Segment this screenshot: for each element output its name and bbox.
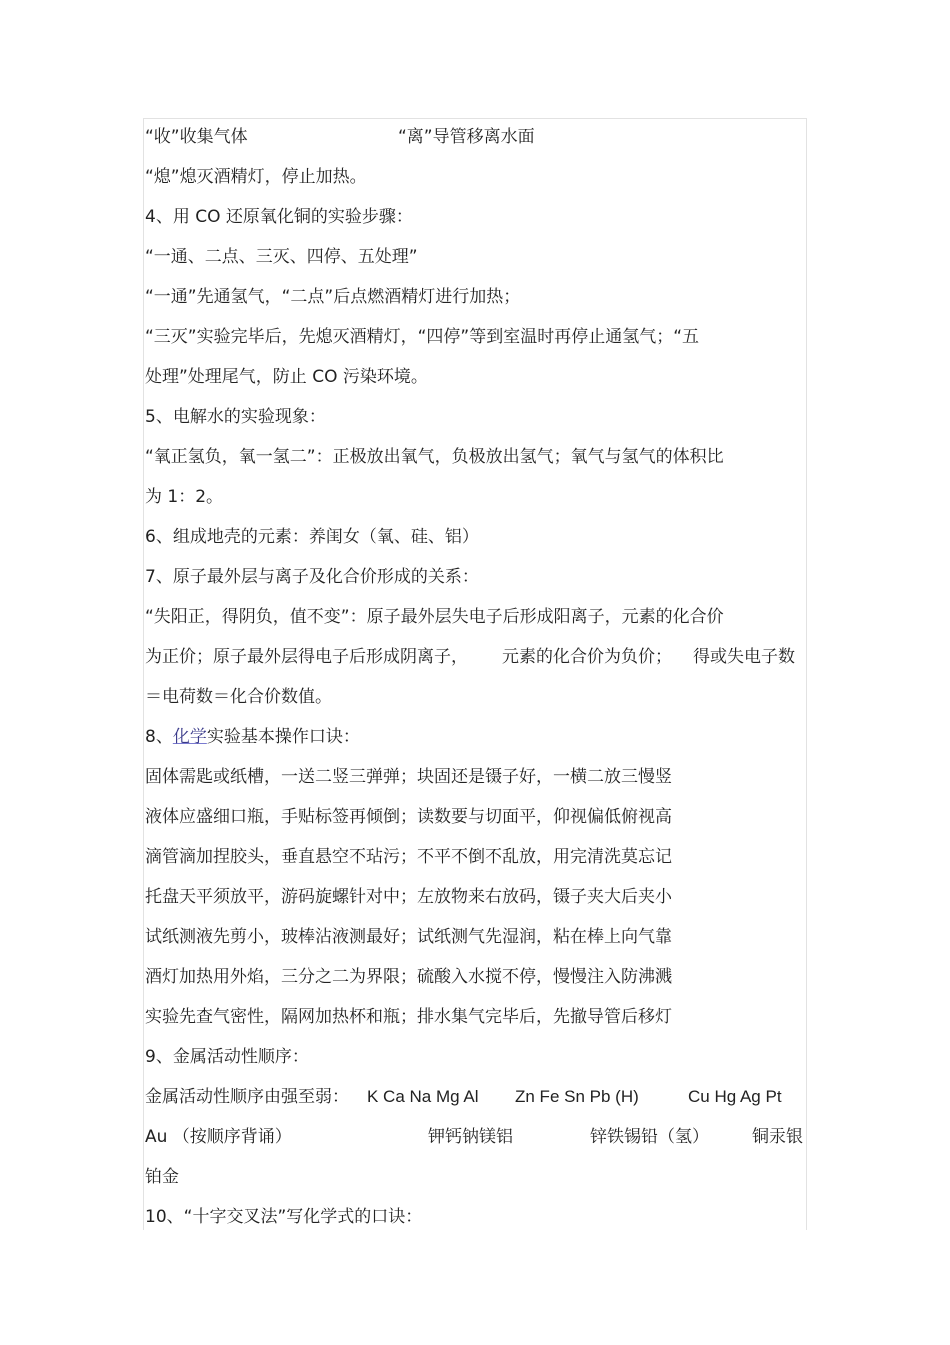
line-metal-series-1 — [145, 1077, 810, 1117]
line-ion-valence-3: ＝电荷数＝化合价数值。 — [145, 687, 332, 707]
verse-line-4: 托盘天平须放平，游码旋螺针对中；左放物来右放码，镊子夹大后夹小 — [145, 887, 672, 907]
text-chinese-group-1: 钾钙钠镁铝 — [428, 1127, 513, 1147]
heading-ion-valence: 7、原子最外层与离子及化合价形成的关系： — [145, 567, 479, 587]
line-mnemonic-steps: “一通、二点、三灭、四停、五处理” — [145, 247, 418, 267]
verse-line-5: 试纸测液先剪小，玻棒沾液测最好；试纸测气先湿润，粘在棒上向气靠 — [145, 927, 672, 947]
heading-crust-elements: 6、组成地壳的元素：养闺女（氧、硅、铝） — [145, 527, 479, 547]
line-ion-valence-2 — [145, 637, 810, 677]
line-step-5: 处理”处理尾气，防止 CO 污染环境。 — [145, 367, 428, 387]
text-electron-count: 得或失电子数 — [693, 647, 795, 667]
heading-lab-operations — [145, 717, 810, 757]
line-collect-leave — [145, 117, 810, 157]
text-positive-valence: 为正价；原子最外层得电子后形成阴离子， — [145, 647, 468, 667]
text-chinese-group-2: 锌铁锡铅（氢） — [590, 1127, 709, 1147]
heading-co-steps: 4、用 CO 还原氧化铜的实验步骤： — [145, 207, 413, 227]
text-leave: “离”导管移离水面 — [398, 127, 535, 147]
verse-line-3: 滴管滴加捏胶头，垂直悬空不玷污；不平不倒不乱放，用完清洗莫忘记 — [145, 847, 672, 867]
heading-electrolysis: 5、电解水的实验现象： — [145, 407, 326, 427]
text-series-group-3: Cu Hg Ag Pt — [688, 1087, 782, 1106]
text-collect: “收”收集气体 — [145, 127, 248, 147]
line-electrolysis-1: “氧正氢负，氧一氢二”：正极放出氧气，负极放出氢气；氧气与氢气的体积比 — [145, 447, 724, 467]
line-step-3-4: “三灭”实验完毕后，先熄灭酒精灯，“四停”等到室温时再停止通氢气；“五 — [145, 327, 700, 347]
chemistry-link[interactable]: 化学 — [172, 727, 207, 747]
text-negative-valence: 元素的化合价为负价； — [502, 647, 672, 667]
heading-text: 实验基本操作口诀： — [206, 727, 360, 747]
text-au-recite: Au （按顺序背诵） — [145, 1127, 292, 1147]
line-step-1-2: “一通”先通氢气，“二点”后点燃酒精灯进行加热； — [145, 287, 521, 307]
line-ion-valence-1: “失阳正，得阴负，值不变”：原子最外层失电子后形成阳离子，元素的化合价 — [145, 607, 724, 627]
text-series-intro: 金属活动性顺序由强至弱： — [145, 1087, 349, 1107]
line-metal-series-3: 铂金 — [145, 1167, 179, 1187]
document-body — [145, 117, 810, 1237]
text-chinese-group-3: 铜汞银 — [752, 1127, 803, 1147]
verse-line-7: 实验先查气密性，隔网加热杯和瓶；排水集气完毕后，先撤导管后移灯 — [145, 1007, 672, 1027]
line-extinguish: “熄”熄灭酒精灯，停止加热。 — [145, 167, 367, 187]
heading-metal-activity: 9、金属活动性顺序： — [145, 1047, 309, 1067]
heading-number: 8、 — [145, 727, 173, 747]
line-electrolysis-2: 为 1：2。 — [145, 487, 224, 507]
verse-line-6: 酒灯加热用外焰，三分之二为界限；硫酸入水搅不停，慢慢注入防沸溅 — [145, 967, 672, 987]
text-series-group-2: Zn Fe Sn Pb (H) — [515, 1087, 639, 1106]
verse-line-1: 固体需匙或纸槽，一送二竖三弹弹；块固还是镊子好，一横二放三慢竖 — [145, 767, 672, 787]
verse-line-2: 液体应盛细口瓶，手贴标签再倾倒；读数要与切面平，仰视偏低俯视高 — [145, 807, 672, 827]
heading-cross-method: 10、“十字交叉法”写化学式的口诀： — [145, 1207, 423, 1227]
text-series-group-1: K Ca Na Mg Al — [367, 1087, 479, 1106]
line-metal-series-2 — [145, 1117, 810, 1157]
